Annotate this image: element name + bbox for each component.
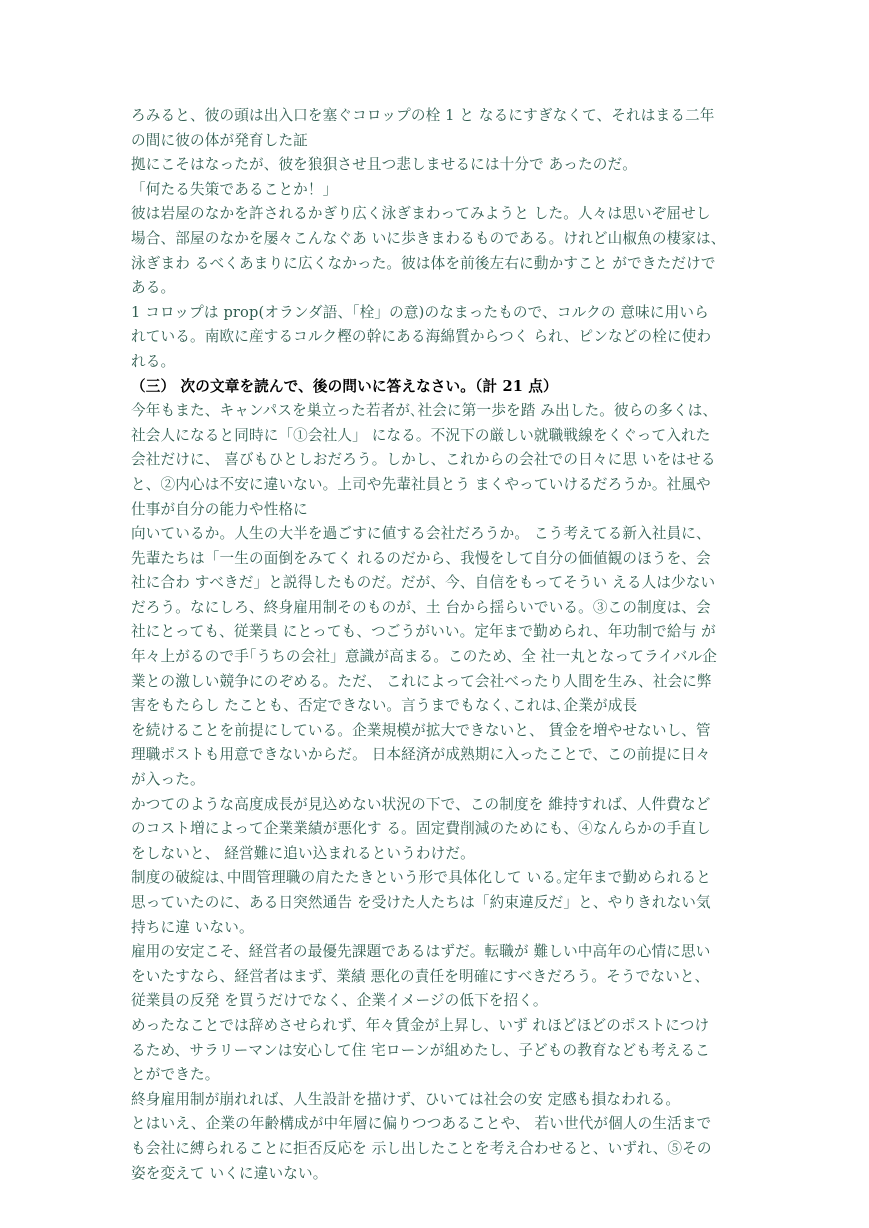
text-line: 今年もまた、キャンパスを巣立った若者が､社会に第一歩を踏 み出した。彼らの多くは、 <box>131 402 718 420</box>
section-heading: （三） 次の文章を読んで、後の問いに答えなさい。（計 21 点） <box>131 377 558 395</box>
document-page <box>131 104 743 1186</box>
text-line: のコスト増によって企業業績が悪化す る。固定費削減のためにも、④なんらかの手直し <box>131 820 711 838</box>
text-line: 会社だけに、 喜びもひとしおだろう。しかし、これからの会社での日々に思 いをはせる <box>131 451 716 469</box>
footnote-line: れる。 <box>131 352 176 370</box>
text-line: 雇用の安定こそ、経営者の最優先課題であるはずだ。転職が 難しい中高年の心情に思い <box>131 943 711 961</box>
text-line: 先輩たちは「一生の面倒をみてく れるのだから、我慢をして自分の価値観のほうを、会 <box>131 549 711 567</box>
text-line: めったなことでは辞めさせられず、年々賃金が上昇し、いず れほどほどのポストにつけ <box>131 1016 710 1034</box>
text-line: るため、サラリーマンは安心して住 宅ローンが組めたし、子どもの教育なども考えるこ <box>131 1041 710 1059</box>
text-line: 業との激しい競争にのぞめる。ただ、 これによって会社べったり人間を生み、社会に弊 <box>131 672 712 690</box>
text-line: 害をもたらし たことも、否定できない。言うまでもなく､これは､企業が成長 <box>131 697 638 715</box>
text-line: 「何たる失策であることか！」 <box>131 180 338 198</box>
text-line: 持ちに違 いない。 <box>131 918 254 936</box>
text-line: 向いているか。人生の大半を過ごすに値する会社だろうか。 こう考えてる新入社員に、 <box>131 525 711 543</box>
text-line: と、②内心は不安に違いない。上司や先輩社員とう まくやっていけるだろうか。社風や <box>131 475 711 493</box>
text-line: を続けることを前提にしている。企業規模が拡大できないと、 賃金を増やせないし、管 <box>131 721 711 739</box>
text-line: 彼は岩屋のなかを許されるかぎり広く泳ぎまわってみようと した。人々は思いぞ屈せし <box>131 205 711 223</box>
text-line: 社にとっても、従業員 にとっても、つごうがいい。定年まで勤められ、年功制で給与 が <box>131 623 716 641</box>
text-line: も会社に縛られることに拒否反応を 示し出したことを考え合わせると、いずれ、⑤その <box>131 1139 712 1157</box>
text-line: 思っていたのに、ある日突然通告 を受けた人たちは「約束違反だ」と、やりきれない気 <box>131 894 711 911</box>
footnote-line: 1 コロップは prop(オランダ語、「栓」の意)のなまったもので、コルクの 意味に用いら <box>131 303 709 321</box>
footnote-line: れている。南欧に産するコルク樫の幹にある海綿質からつく られ、ピンなどの栓に使わ <box>131 328 712 346</box>
text-line: ある。 <box>131 279 176 297</box>
text-line: 年々上がるので手｢うちの会社」意識が高まる。このため、全 社一丸となってライバル企 <box>131 648 717 666</box>
text-line: 姿を変えて いくに違いない。 <box>131 1164 328 1182</box>
text-line: が入った。 <box>131 771 205 789</box>
text-line: をいたすなら、経営者はまず、業績 悪化の責任を明確にすべきだろう。そうでないと、 <box>131 967 710 985</box>
text-line: 社に合わ すべきだ」と説得したものだ。だが、今、自信をもってそうい える人は少ない <box>131 574 716 592</box>
text-line: の間に彼の体が発育した証 <box>131 131 308 149</box>
text-line: 場合、部屋のなかを屡々こんなぐあ いに歩きまわるものである。けれど山椒魚の棲家は、 <box>131 229 726 247</box>
text-line: 理職ポストも用意できないからだ。 日本経済が成熟期に入ったことで、この前提に日々 <box>131 746 711 764</box>
text-line: 終身雇用制が崩れれば、人生設計を描けず、ひいては社会の安 定感も損なわれる。 <box>131 1090 681 1108</box>
text-line: 泳ぎまわ るべくあまりに広くなかった。彼は体を前後左右に動かすこと ができただけで <box>131 254 716 272</box>
text-line: 社会人になると同時に「①会社人」 になる。不況下の厳しい就職戦線をくぐって入れた <box>131 426 711 444</box>
text-line: かつてのような高度成長が見込めない状況の下で、この制度を 維持すれば、人件費など <box>131 795 711 813</box>
text-line: 拠にこそはなったが、彼を狼狽させ且つ悲しませるには十分で あったのだ。 <box>131 156 637 174</box>
text-line: 制度の破綻は､中間管理職の肩たたきという形で具体化して いる｡定年まで勤められると <box>131 869 711 887</box>
text-line: とができた。 <box>131 1066 220 1084</box>
text-line: ろみると、彼の頭は出入口を塞ぐコロップの栓 1 と なるにすぎなくて、それはまる二年 <box>131 107 715 124</box>
text-line: 従業員の反発 を買うだけでなく、企業イメージの低下を招く。 <box>131 992 548 1010</box>
text-line: とはいえ、企業の年齢構成が中年層に偏りつつあることや、 若い世代が個人の生活まで <box>131 1115 712 1133</box>
text-line: 仕事が自分の能力や性格に <box>131 500 308 518</box>
text-line: だろう。なにしろ、終身雇用制そのものが、土 台から揺らいでいる。③この制度は、会 <box>131 598 711 616</box>
text-line: をしないと、 経営難に追い込まれるというわけだ。 <box>131 844 475 862</box>
